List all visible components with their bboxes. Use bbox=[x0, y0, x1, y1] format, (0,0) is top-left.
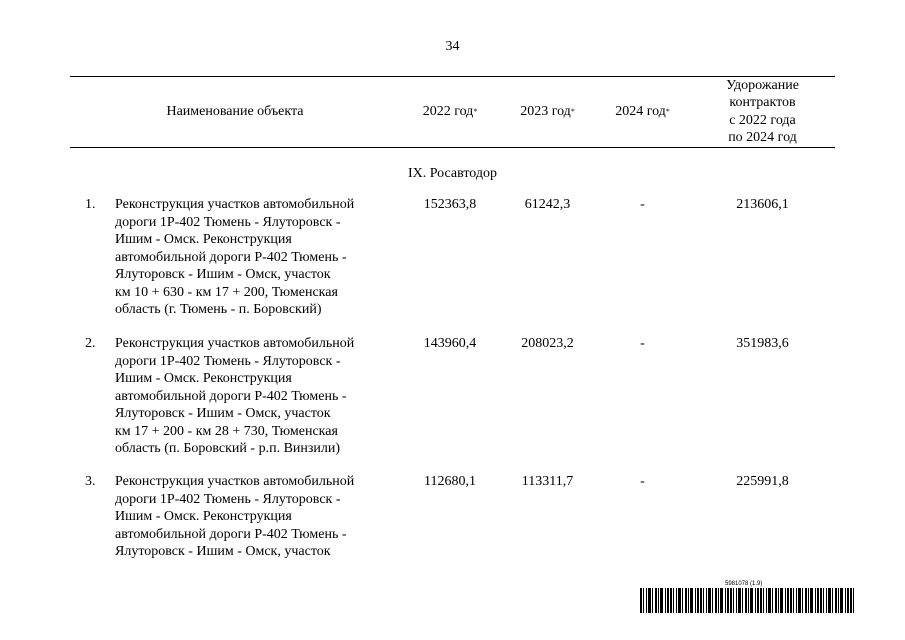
row-value-2024: - bbox=[640, 197, 645, 212]
header-object-name bbox=[70, 76, 400, 147]
row-number: 2. bbox=[85, 336, 96, 351]
header-year-2022-label: 2022 год bbox=[422, 103, 474, 119]
table-header-rule bbox=[70, 147, 835, 148]
row-value-2023: 113311,7 bbox=[521, 474, 574, 489]
row-number: 1. bbox=[85, 197, 96, 212]
header-year-2024-label: 2024 год bbox=[615, 103, 666, 119]
row-value-2023: 208023,2 bbox=[521, 336, 574, 351]
header-year-2023-label: 2023 год bbox=[520, 103, 571, 119]
header-cost-increase bbox=[690, 76, 835, 147]
header-year-2024: 2024 год * bbox=[615, 103, 670, 119]
row-object-name: Реконструкция участков автомобильной дороги 1Р-402 Тюмень - Ялуторовск - Ишим - Омск. Реконструкция автомобильной дороги Р-402 Тюмень - Ялуторовск - Ишим - Омск, участок bbox=[115, 474, 355, 559]
row-value-2022: 152363,8 bbox=[423, 197, 477, 212]
barcode-icon bbox=[640, 588, 856, 613]
row-value-increase: 225991,8 bbox=[736, 474, 789, 489]
row-object-name: Реконструкция участков автомобильной дороги 1Р-402 Тюмень - Ялуторовск - Ишим - Омск. Реконструкция автомобильной дороги Р-402 Тюмень - Ялуторовск - Ишим - Омск, участок км 17 + 200 - км 28 + 730, Тюменская область (п. Боровский - р.п. Винзили) bbox=[115, 336, 355, 456]
row-value-2022: 112680,1 bbox=[424, 474, 476, 489]
row-value-2024: - bbox=[640, 336, 645, 351]
row-value-2023: 61242,3 bbox=[524, 197, 571, 212]
header-cost-increase-label: Удорожание контрактов с 2022 года по 2024 год bbox=[726, 77, 799, 145]
row-object-name: Реконструкция участков автомобильной дороги 1Р-402 Тюмень - Ялуторовск - Ишим - Омск. Реконструкция автомобильной дороги Р-402 Тюмень - Ялуторовск - Ишим - Омск, участок км 10 + 630 - км 17 + 200, Тюменская область (г. Тюмень - п. Боровский) bbox=[115, 197, 355, 317]
document-barcode bbox=[640, 581, 856, 613]
row-value-2024: - bbox=[640, 474, 645, 489]
row-value-2022: 143960,4 bbox=[423, 336, 477, 351]
section-title: IX. Росавтодор bbox=[407, 166, 498, 181]
header-year-2023: 2023 год * bbox=[520, 103, 575, 119]
row-number: 3. bbox=[85, 474, 96, 489]
page-number: 34 bbox=[445, 39, 460, 54]
row-value-increase: 213606,1 bbox=[736, 197, 789, 212]
header-object-name-label: Наименование объекта bbox=[166, 103, 304, 119]
header-year-2022: 2022 год * bbox=[422, 103, 478, 119]
row-value-increase: 351983,6 bbox=[736, 336, 789, 351]
barcode-caption: 5981078 (1.9) bbox=[725, 581, 763, 587]
